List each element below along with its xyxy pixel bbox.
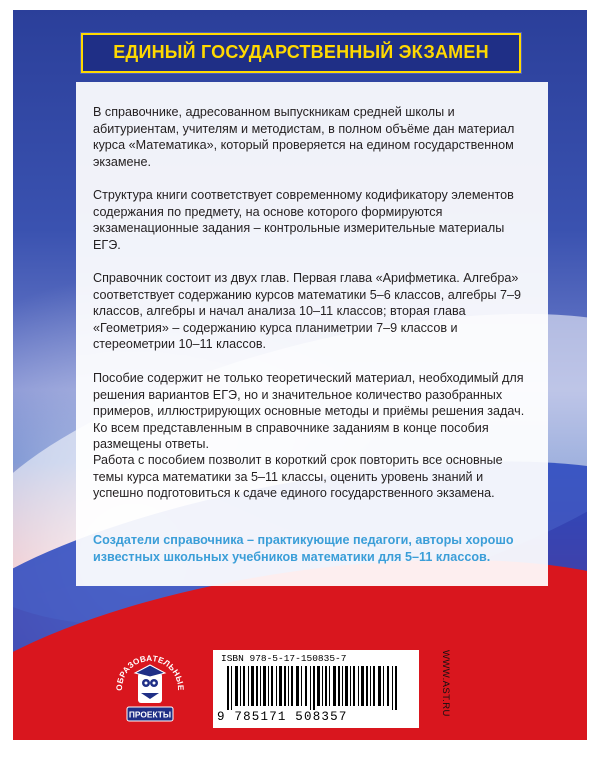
isbn-label: ISBN 978-5-17-150835-7 xyxy=(221,653,347,664)
paragraph-2: Структура книги соответствует современному кодификатору элементов содержания по предмету, на основе которого формируются экзаменационные задания – контрольные измерительные материалы ЕГЭ. xyxy=(93,188,514,252)
publisher-website xyxy=(438,648,454,732)
barcode-digits: 9 785171 508357 xyxy=(217,710,348,724)
publisher-logo-icon xyxy=(113,643,187,727)
barcode-icon xyxy=(221,666,411,710)
logo-bottom-text: ПРОЕКТЫ xyxy=(128,709,172,720)
website-text: WWW.AST.RU xyxy=(440,650,451,717)
paragraph-5: Работа с пособием позволит в короткий срок повторить все основные темы курса математики за 5–11 классы, оценить уровень знаний и успешно подготовиться к сдаче единого государственного экзамена. xyxy=(93,453,503,500)
paragraph-1: В справочнике, адресованном выпускникам средней школы и абитуриентам, учителям и методистам, в полном объёме дан материал курса «Математика», который проверяется на едином государственном экзамене. xyxy=(93,105,515,169)
book-back-cover xyxy=(13,10,587,740)
series-banner xyxy=(80,32,522,74)
barcode-block xyxy=(213,650,419,728)
paragraph-3: Справочник состоит из двух глав. Первая глава «Арифметика. Алгебра» соответствует содержанию курсов математики 5–6 классов, алгебры 7–9 классов, алгебры и начал анализа 10–11 классов; вторая глава «Геометрия» – содержанию курса планиметрии 7–9 классов и стереометрии 10–11 классов. xyxy=(93,271,522,351)
paragraph-4: Пособие содержит не только теоретический материал, необходимый для решения вариантов ЕГЭ, но и значительное количество разобранных примеров, иллюстрирующих основные методы и приёмы решения задач. Ко всем представленным в справочнике заданиям в конце пособия размещены ответы. xyxy=(93,371,525,451)
description-panel xyxy=(76,82,548,586)
series-title: ЕДИНЫЙ ГОСУДАРСТВЕННЫЙ ЭКЗАМЕН xyxy=(113,42,489,62)
logo-top-text: ОБРАЗОВАТЕЛЬНЫЕ xyxy=(114,653,186,691)
authors-highlight: Создатели справочника – практикующие педагоги, авторы хорошо известных школьных учебников математики для 5–11 классов. xyxy=(93,533,514,564)
